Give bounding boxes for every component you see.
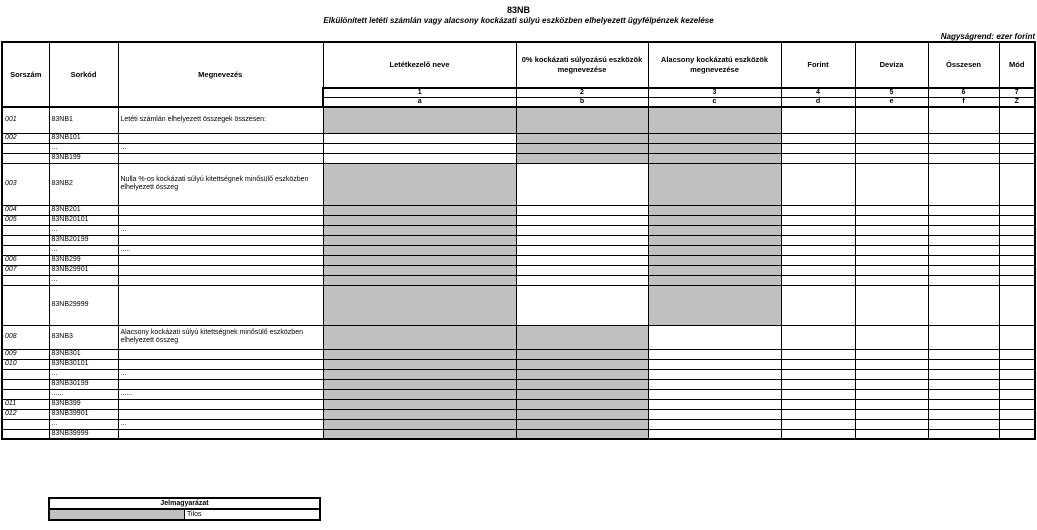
forbidden-cell bbox=[648, 107, 781, 133]
row-sorkod: ... bbox=[49, 245, 118, 255]
row-sorkod: ... bbox=[49, 419, 118, 429]
row-sorkod: 83NB299 bbox=[49, 255, 118, 265]
input-cell[interactable] bbox=[781, 349, 855, 359]
row-sorkod: ... bbox=[49, 275, 118, 285]
input-cell[interactable] bbox=[516, 205, 648, 215]
row-sorkod: ...... bbox=[49, 389, 118, 399]
forbidden-cell bbox=[648, 163, 781, 205]
input-cell[interactable] bbox=[855, 133, 928, 143]
forbidden-cell bbox=[516, 349, 648, 359]
input-cell[interactable] bbox=[516, 245, 648, 255]
row-sorszam bbox=[2, 143, 49, 153]
row-megnevezes bbox=[118, 205, 323, 215]
input-cell[interactable] bbox=[855, 419, 928, 429]
forbidden-cell bbox=[516, 409, 648, 419]
input-cell[interactable] bbox=[855, 255, 928, 265]
col-number: 4 bbox=[781, 88, 855, 98]
header-col-3: Alacsony kockázatú eszközök megnevezése bbox=[648, 42, 781, 88]
header-col-4: Forint bbox=[781, 42, 855, 88]
input-cell[interactable] bbox=[855, 143, 928, 153]
row-sorszam: 012 bbox=[2, 409, 49, 419]
input-cell[interactable] bbox=[781, 255, 855, 265]
table-body bbox=[2, 107, 1035, 439]
col-number: 6 bbox=[928, 88, 999, 98]
input-cell[interactable] bbox=[781, 235, 855, 245]
input-cell[interactable] bbox=[855, 389, 928, 399]
row-sorszam: 010 bbox=[2, 359, 49, 369]
input-cell[interactable] bbox=[999, 235, 1035, 245]
row-sorkod: ... bbox=[49, 369, 118, 379]
forbidden-cell bbox=[648, 255, 781, 265]
row-sorkod: 83NB30101 bbox=[49, 359, 118, 369]
col-letter: d bbox=[781, 98, 855, 108]
row-megnevezes: ... bbox=[118, 369, 323, 379]
input-cell[interactable] bbox=[928, 409, 999, 419]
row-megnevezes bbox=[118, 265, 323, 275]
forbidden-cell bbox=[516, 107, 648, 133]
forbidden-cell bbox=[323, 369, 516, 379]
row-sorkod: 83NB30199 bbox=[49, 379, 118, 389]
input-cell[interactable] bbox=[999, 399, 1035, 409]
input-cell[interactable] bbox=[781, 265, 855, 275]
row-sorszam bbox=[2, 429, 49, 439]
input-cell[interactable] bbox=[928, 379, 999, 389]
input-cell[interactable] bbox=[648, 389, 781, 399]
input-cell[interactable] bbox=[928, 369, 999, 379]
table-row bbox=[2, 265, 1035, 275]
table-row bbox=[2, 133, 1035, 143]
input-cell[interactable] bbox=[516, 163, 648, 205]
row-megnevezes bbox=[118, 153, 323, 163]
row-megnevezes bbox=[118, 215, 323, 225]
forbidden-cell bbox=[648, 133, 781, 143]
input-cell[interactable] bbox=[855, 285, 928, 325]
input-cell[interactable] bbox=[516, 235, 648, 245]
input-cell[interactable] bbox=[323, 133, 516, 143]
input-cell[interactable] bbox=[999, 153, 1035, 163]
table-row bbox=[2, 107, 1035, 133]
header-col-6: Összesen bbox=[928, 42, 999, 88]
input-cell[interactable] bbox=[648, 325, 781, 349]
input-cell[interactable] bbox=[855, 379, 928, 389]
forbidden-cell bbox=[516, 389, 648, 399]
row-sorszam: 007 bbox=[2, 265, 49, 275]
forbidden-cell bbox=[323, 245, 516, 255]
row-sorkod: 83NB1 bbox=[49, 107, 118, 133]
row-sorkod: 83NB3 bbox=[49, 325, 118, 349]
forbidden-cell bbox=[516, 153, 648, 163]
forbidden-cell bbox=[516, 359, 648, 369]
data-table bbox=[1, 41, 1036, 440]
row-sorkod: 83NB20199 bbox=[49, 235, 118, 245]
col-number: 2 bbox=[516, 88, 648, 98]
col-number: 5 bbox=[855, 88, 928, 98]
legend-gray-label: Tilos bbox=[185, 509, 321, 520]
row-sorszam bbox=[2, 245, 49, 255]
row-sorszam: 006 bbox=[2, 255, 49, 265]
row-sorszam: 001 bbox=[2, 107, 49, 133]
table-row bbox=[2, 285, 1035, 325]
input-cell[interactable] bbox=[999, 245, 1035, 255]
input-cell[interactable] bbox=[855, 205, 928, 215]
row-sorkod: 83NB399 bbox=[49, 399, 118, 409]
input-cell[interactable] bbox=[855, 245, 928, 255]
forbidden-cell bbox=[323, 255, 516, 265]
input-cell[interactable] bbox=[648, 349, 781, 359]
input-cell[interactable] bbox=[928, 349, 999, 359]
input-cell[interactable] bbox=[928, 153, 999, 163]
input-cell[interactable] bbox=[928, 133, 999, 143]
input-cell[interactable] bbox=[781, 399, 855, 409]
forbidden-cell bbox=[323, 225, 516, 235]
row-megnevezes: ... bbox=[118, 419, 323, 429]
col-letter: a bbox=[323, 98, 516, 108]
input-cell[interactable] bbox=[999, 225, 1035, 235]
forbidden-cell bbox=[648, 265, 781, 275]
input-cell[interactable] bbox=[999, 255, 1035, 265]
form-code: 83NB bbox=[506, 5, 530, 15]
input-cell[interactable] bbox=[928, 285, 999, 325]
input-cell[interactable] bbox=[999, 429, 1035, 439]
row-megnevezes bbox=[118, 255, 323, 265]
row-sorkod: 83NB29999 bbox=[49, 285, 118, 325]
input-cell[interactable] bbox=[855, 429, 928, 439]
col-letter: e bbox=[855, 98, 928, 108]
table-row bbox=[2, 235, 1035, 245]
input-cell[interactable] bbox=[999, 215, 1035, 225]
input-cell[interactable] bbox=[928, 429, 999, 439]
header-sorszam: Sorszám bbox=[2, 42, 49, 107]
row-sorszam: 003 bbox=[2, 163, 49, 205]
input-cell[interactable] bbox=[999, 349, 1035, 359]
row-sorszam bbox=[2, 275, 49, 285]
input-cell[interactable] bbox=[928, 205, 999, 215]
forbidden-cell bbox=[516, 379, 648, 389]
row-sorkod: 83NB39999 bbox=[49, 429, 118, 439]
forbidden-cell bbox=[516, 143, 648, 153]
row-sorszam: 004 bbox=[2, 205, 49, 215]
col-letter: c bbox=[648, 98, 781, 108]
table-row bbox=[2, 399, 1035, 409]
row-sorszam bbox=[2, 225, 49, 235]
row-sorkod: 83NB2 bbox=[49, 163, 118, 205]
input-cell[interactable] bbox=[855, 399, 928, 409]
input-cell[interactable] bbox=[781, 409, 855, 419]
header-col-1: Letétkezelő neve bbox=[323, 42, 516, 88]
input-cell[interactable] bbox=[323, 143, 516, 153]
forbidden-cell bbox=[516, 133, 648, 143]
table-row bbox=[2, 275, 1035, 285]
input-cell[interactable] bbox=[928, 265, 999, 275]
table-row bbox=[2, 429, 1035, 439]
col-number: 1 bbox=[323, 88, 516, 98]
row-sorszam: 011 bbox=[2, 399, 49, 409]
forbidden-cell bbox=[648, 153, 781, 163]
input-cell[interactable] bbox=[928, 389, 999, 399]
input-cell[interactable] bbox=[648, 409, 781, 419]
row-megnevezes bbox=[118, 409, 323, 419]
input-cell[interactable] bbox=[781, 133, 855, 143]
forbidden-cell bbox=[323, 399, 516, 409]
input-cell[interactable] bbox=[855, 163, 928, 205]
forbidden-cell bbox=[516, 369, 648, 379]
input-cell[interactable] bbox=[928, 163, 999, 205]
input-cell[interactable] bbox=[781, 225, 855, 235]
input-cell[interactable] bbox=[323, 153, 516, 163]
input-cell[interactable] bbox=[999, 409, 1035, 419]
row-sorkod: 83NB29901 bbox=[49, 265, 118, 275]
input-cell[interactable] bbox=[781, 107, 855, 133]
table-row bbox=[2, 349, 1035, 359]
input-cell[interactable] bbox=[928, 107, 999, 133]
input-cell[interactable] bbox=[855, 325, 928, 349]
row-megnevezes: ...... bbox=[118, 389, 323, 399]
forbidden-cell bbox=[323, 419, 516, 429]
col-letter: f bbox=[928, 98, 999, 108]
header-col-5: Deviza bbox=[855, 42, 928, 88]
input-cell[interactable] bbox=[855, 215, 928, 225]
table-row bbox=[2, 409, 1035, 419]
forbidden-cell bbox=[648, 143, 781, 153]
input-cell[interactable] bbox=[781, 359, 855, 369]
unit-label: Nagyságrend: ezer forint bbox=[940, 32, 1035, 41]
input-cell[interactable] bbox=[999, 379, 1035, 389]
col-letter: Z bbox=[999, 98, 1035, 108]
input-cell[interactable] bbox=[855, 369, 928, 379]
input-cell[interactable] bbox=[928, 359, 999, 369]
input-cell[interactable] bbox=[781, 389, 855, 399]
row-megnevezes bbox=[118, 285, 323, 325]
row-sorszam bbox=[2, 379, 49, 389]
input-cell[interactable] bbox=[781, 429, 855, 439]
table-row bbox=[2, 389, 1035, 399]
input-cell[interactable] bbox=[855, 235, 928, 245]
input-cell[interactable] bbox=[781, 419, 855, 429]
input-cell[interactable] bbox=[999, 359, 1035, 369]
forbidden-cell bbox=[323, 325, 516, 349]
input-cell[interactable] bbox=[648, 419, 781, 429]
table-row bbox=[2, 143, 1035, 153]
forbidden-cell bbox=[516, 419, 648, 429]
forbidden-cell bbox=[323, 215, 516, 225]
input-cell[interactable] bbox=[516, 255, 648, 265]
forbidden-cell bbox=[323, 285, 516, 325]
forbidden-cell bbox=[323, 205, 516, 215]
input-cell[interactable] bbox=[999, 275, 1035, 285]
input-cell[interactable] bbox=[928, 235, 999, 245]
input-cell[interactable] bbox=[781, 379, 855, 389]
input-cell[interactable] bbox=[999, 325, 1035, 349]
forbidden-cell bbox=[648, 275, 781, 285]
row-megnevezes: ... bbox=[118, 225, 323, 235]
input-cell[interactable] bbox=[928, 325, 999, 349]
input-cell[interactable] bbox=[855, 275, 928, 285]
row-megnevezes bbox=[118, 275, 323, 285]
legend bbox=[48, 497, 321, 521]
header-col-2: 0% kockázati súlyozású eszközök megnevezése bbox=[516, 42, 648, 88]
table-row bbox=[2, 419, 1035, 429]
input-cell[interactable] bbox=[516, 225, 648, 235]
table-row bbox=[2, 245, 1035, 255]
col-number: 3 bbox=[648, 88, 781, 98]
input-cell[interactable] bbox=[648, 379, 781, 389]
input-cell[interactable] bbox=[781, 143, 855, 153]
input-cell[interactable] bbox=[855, 107, 928, 133]
input-cell[interactable] bbox=[999, 419, 1035, 429]
forbidden-cell bbox=[323, 265, 516, 275]
input-cell[interactable] bbox=[781, 285, 855, 325]
input-cell[interactable] bbox=[781, 275, 855, 285]
table-row bbox=[2, 205, 1035, 215]
input-cell[interactable] bbox=[999, 389, 1035, 399]
input-cell[interactable] bbox=[781, 163, 855, 205]
row-megnevezes bbox=[118, 235, 323, 245]
input-cell[interactable] bbox=[999, 205, 1035, 215]
header-sorkod: Sorkód bbox=[49, 42, 118, 107]
input-cell[interactable] bbox=[928, 399, 999, 409]
input-cell[interactable] bbox=[928, 143, 999, 153]
row-megnevezes bbox=[118, 349, 323, 359]
forbidden-cell bbox=[648, 285, 781, 325]
row-megnevezes: Nulla %-os kockázati súlyú kitettségnek minősülő eszközben elhelyezett összeg bbox=[118, 163, 323, 205]
forbidden-cell bbox=[323, 429, 516, 439]
forbidden-cell bbox=[648, 215, 781, 225]
forbidden-cell bbox=[323, 409, 516, 419]
input-cell[interactable] bbox=[648, 359, 781, 369]
row-sorkod: 83NB39901 bbox=[49, 409, 118, 419]
forbidden-cell bbox=[648, 245, 781, 255]
input-cell[interactable] bbox=[999, 133, 1035, 143]
row-megnevezes bbox=[118, 359, 323, 369]
row-megnevezes: ..... bbox=[118, 245, 323, 255]
input-cell[interactable] bbox=[928, 255, 999, 265]
row-sorkod: 83NB101 bbox=[49, 133, 118, 143]
row-sorkod: 83NB199 bbox=[49, 153, 118, 163]
col-number: 7 bbox=[999, 88, 1035, 98]
table-row bbox=[2, 215, 1035, 225]
row-sorszam bbox=[2, 235, 49, 245]
input-cell[interactable] bbox=[855, 359, 928, 369]
input-cell[interactable] bbox=[999, 265, 1035, 275]
header-col-7: Mód bbox=[999, 42, 1035, 88]
input-cell[interactable] bbox=[781, 369, 855, 379]
forbidden-cell bbox=[516, 399, 648, 409]
input-cell[interactable] bbox=[648, 429, 781, 439]
row-megnevezes bbox=[118, 379, 323, 389]
form-title: Elkülönített letéti számlán vagy alacsony kockázati súlyú eszközben elhelyezett ügyfélpénzek kezelése bbox=[323, 16, 714, 25]
input-cell[interactable] bbox=[928, 419, 999, 429]
input-cell[interactable] bbox=[928, 245, 999, 255]
row-sorszam bbox=[2, 419, 49, 429]
input-cell[interactable] bbox=[781, 325, 855, 349]
input-cell[interactable] bbox=[781, 215, 855, 225]
input-cell[interactable] bbox=[648, 369, 781, 379]
row-megnevezes bbox=[118, 429, 323, 439]
row-megnevezes bbox=[118, 399, 323, 409]
forbidden-cell bbox=[648, 205, 781, 215]
forbidden-cell bbox=[516, 429, 648, 439]
table-row bbox=[2, 369, 1035, 379]
row-sorkod: ... bbox=[49, 143, 118, 153]
row-sorszam bbox=[2, 285, 49, 325]
forbidden-cell bbox=[516, 325, 648, 349]
forbidden-cell bbox=[323, 275, 516, 285]
input-cell[interactable] bbox=[999, 143, 1035, 153]
forbidden-cell bbox=[323, 389, 516, 399]
input-cell[interactable] bbox=[999, 163, 1035, 205]
table-row bbox=[2, 225, 1035, 235]
row-sorszam: 008 bbox=[2, 325, 49, 349]
forbidden-cell bbox=[323, 107, 516, 133]
row-sorszam: 005 bbox=[2, 215, 49, 225]
input-cell[interactable] bbox=[928, 215, 999, 225]
input-cell[interactable] bbox=[928, 275, 999, 285]
row-sorszam: 002 bbox=[2, 133, 49, 143]
row-sorkod: 83NB201 bbox=[49, 205, 118, 215]
table-row bbox=[2, 325, 1035, 349]
input-cell[interactable] bbox=[855, 225, 928, 235]
forbidden-cell bbox=[323, 359, 516, 369]
input-cell[interactable] bbox=[928, 225, 999, 235]
input-cell[interactable] bbox=[648, 399, 781, 409]
forbidden-cell bbox=[648, 235, 781, 245]
input-cell[interactable] bbox=[855, 265, 928, 275]
input-cell[interactable] bbox=[781, 153, 855, 163]
row-sorszam: 009 bbox=[2, 349, 49, 359]
row-megnevezes bbox=[118, 133, 323, 143]
table-row bbox=[2, 255, 1035, 265]
row-megnevezes: ... bbox=[118, 143, 323, 153]
table-row bbox=[2, 163, 1035, 205]
row-sorkod: 83NB20101 bbox=[49, 215, 118, 225]
forbidden-cell bbox=[648, 225, 781, 235]
row-sorkod: 83NB301 bbox=[49, 349, 118, 359]
input-cell[interactable] bbox=[781, 245, 855, 255]
legend-title: Jelmagyarázat bbox=[49, 498, 320, 509]
input-cell[interactable] bbox=[855, 409, 928, 419]
table-row bbox=[2, 153, 1035, 163]
row-sorkod: ... bbox=[49, 225, 118, 235]
row-sorszam bbox=[2, 389, 49, 399]
row-sorszam bbox=[2, 369, 49, 379]
forbidden-cell bbox=[323, 349, 516, 359]
input-cell[interactable] bbox=[855, 153, 928, 163]
forbidden-cell bbox=[323, 235, 516, 245]
table-row bbox=[2, 379, 1035, 389]
input-cell[interactable] bbox=[516, 285, 648, 325]
row-sorszam bbox=[2, 153, 49, 163]
input-cell[interactable] bbox=[855, 349, 928, 359]
row-megnevezes: Alacsony kockázati súlyú kitettségnek minősülő eszközben elhelyezett összeg bbox=[118, 325, 323, 349]
row-megnevezes: Letéti számlán elhelyezett összegek összesen: bbox=[118, 107, 323, 133]
input-cell[interactable] bbox=[999, 107, 1035, 133]
input-cell[interactable] bbox=[999, 285, 1035, 325]
header-megnevezes: Megnevezés bbox=[118, 42, 323, 107]
input-cell[interactable] bbox=[516, 215, 648, 225]
table-row bbox=[2, 359, 1035, 369]
input-cell[interactable] bbox=[516, 265, 648, 275]
input-cell[interactable] bbox=[999, 369, 1035, 379]
col-letter: b bbox=[516, 98, 648, 108]
input-cell[interactable] bbox=[781, 205, 855, 215]
input-cell[interactable] bbox=[516, 275, 648, 285]
forbidden-cell bbox=[323, 379, 516, 389]
forbidden-cell bbox=[323, 163, 516, 205]
legend-gray-swatch bbox=[49, 509, 185, 520]
